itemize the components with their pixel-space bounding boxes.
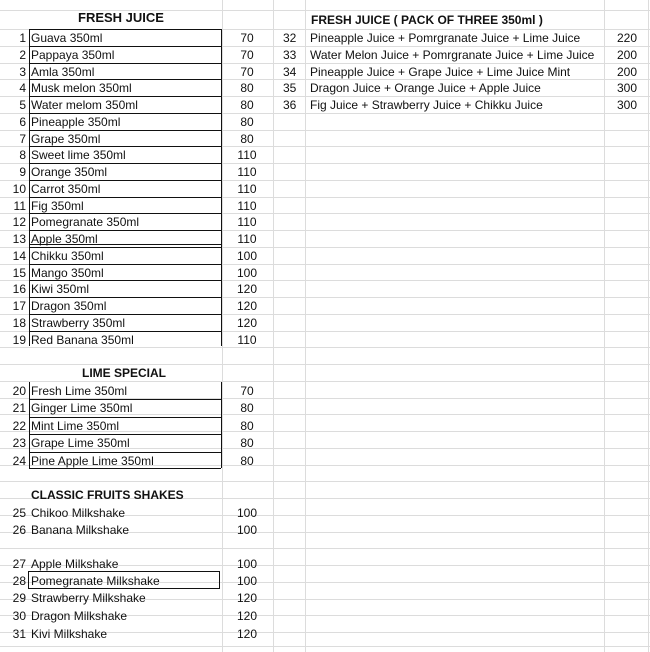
grid-line bbox=[305, 0, 306, 652]
item-number: 27 bbox=[12, 557, 26, 571]
item-name: Ginger Lime 350ml bbox=[31, 401, 133, 416]
item-number: 23 bbox=[12, 436, 26, 451]
item-name: Apple 350ml bbox=[31, 232, 98, 246]
item-name: Apple Milkshake bbox=[31, 557, 119, 571]
item-number: 32 bbox=[283, 31, 297, 45]
item-name: Water Melon Juice + Pomrgranate Juice + Lime Juice bbox=[310, 47, 595, 62]
item-number: 5 bbox=[19, 98, 26, 112]
item-number: 36 bbox=[283, 98, 297, 112]
item-name: Water melom 350ml bbox=[31, 98, 138, 112]
item-number: 14 bbox=[12, 248, 26, 263]
item-number: 9 bbox=[19, 165, 26, 179]
item-number: 19 bbox=[12, 332, 26, 347]
item-number: 30 bbox=[12, 609, 26, 623]
item-name: Grape 350ml bbox=[31, 131, 101, 146]
item-price: 80 bbox=[240, 98, 254, 112]
item-price: 120 bbox=[236, 609, 258, 623]
item-price: 110 bbox=[237, 181, 257, 196]
item-price: 120 bbox=[236, 282, 258, 297]
item-price: 110 bbox=[237, 198, 257, 213]
item-number: 35 bbox=[283, 81, 297, 96]
item-number: 16 bbox=[12, 282, 26, 297]
item-number: 17 bbox=[12, 299, 26, 313]
item-price: 100 bbox=[236, 248, 258, 263]
item-number: 10 bbox=[12, 181, 26, 196]
item-name: Pine Apple Lime 350ml bbox=[31, 453, 154, 468]
item-name: Orange 350ml bbox=[31, 165, 108, 179]
item-price: 100 bbox=[236, 557, 258, 571]
item-name: Kivi Milkshake bbox=[31, 627, 108, 641]
item-number: 34 bbox=[283, 64, 297, 79]
item-name: Chikoo Milkshake bbox=[31, 506, 126, 520]
item-name: Banana Milkshake bbox=[31, 523, 130, 537]
item-name: Carrot 350ml bbox=[31, 181, 101, 196]
item-name: Musk melon 350ml bbox=[31, 81, 132, 96]
item-number: 12 bbox=[12, 215, 26, 230]
item-price: 110 bbox=[237, 148, 257, 163]
item-number: 1 bbox=[19, 31, 26, 45]
item-name: Pomegranate Milkshake bbox=[31, 574, 160, 588]
item-name: Fig 350ml bbox=[31, 198, 84, 213]
item-price: 80 bbox=[240, 418, 254, 433]
box-border bbox=[221, 29, 222, 346]
item-number: 26 bbox=[12, 523, 26, 537]
item-name: Fig Juice + Strawberry Juice + Chikku Juice bbox=[310, 98, 543, 112]
item-name: Fresh Lime 350ml bbox=[31, 384, 128, 398]
item-number: 13 bbox=[12, 232, 26, 246]
box-border bbox=[29, 468, 221, 469]
item-price: 110 bbox=[237, 332, 257, 347]
item-price: 110 bbox=[237, 215, 257, 230]
item-number: 7 bbox=[19, 131, 26, 146]
item-name: Sweet lime 350ml bbox=[31, 148, 126, 163]
item-name: Pineapple Juice + Pomrgranate Juice + Lime Juice bbox=[310, 31, 581, 45]
item-price: 80 bbox=[240, 436, 254, 451]
item-number: 15 bbox=[12, 265, 26, 280]
item-price: 120 bbox=[236, 299, 258, 313]
item-price: 120 bbox=[236, 315, 258, 330]
fresh-juice-title: FRESH JUICE bbox=[78, 10, 164, 25]
box-border bbox=[221, 382, 222, 468]
item-price: 70 bbox=[240, 47, 254, 62]
item-number: 6 bbox=[19, 114, 26, 129]
grid-line bbox=[0, 381, 650, 382]
item-price: 80 bbox=[240, 114, 254, 129]
item-name: Mango 350ml bbox=[31, 265, 104, 280]
item-price: 80 bbox=[240, 81, 254, 96]
item-price: 200 bbox=[617, 64, 638, 79]
item-number: 24 bbox=[12, 453, 26, 468]
item-price: 100 bbox=[236, 265, 258, 280]
item-price: 120 bbox=[236, 627, 258, 641]
box-border bbox=[29, 382, 30, 468]
item-name: Dragon 350ml bbox=[31, 299, 107, 313]
item-price: 70 bbox=[240, 64, 254, 79]
item-number: 11 bbox=[13, 198, 26, 213]
item-number: 25 bbox=[12, 506, 26, 520]
lime-special-title: LIME SPECIAL bbox=[82, 366, 167, 380]
item-name: Pomegranate 350ml bbox=[31, 215, 140, 230]
item-price: 80 bbox=[240, 401, 254, 416]
grid-line bbox=[273, 0, 274, 652]
item-number: 29 bbox=[12, 591, 26, 605]
item-price: 80 bbox=[240, 131, 254, 146]
box-border bbox=[29, 29, 30, 346]
item-number: 2 bbox=[19, 47, 26, 62]
item-number: 21 bbox=[12, 401, 26, 416]
item-name: Pineapple 350ml bbox=[31, 114, 121, 129]
item-price: 220 bbox=[617, 31, 638, 45]
item-price: 70 bbox=[240, 31, 254, 45]
item-number: 3 bbox=[19, 64, 26, 79]
grid-line bbox=[0, 646, 650, 647]
item-name: Dragon Milkshake bbox=[31, 609, 128, 623]
item-name: Kiwi 350ml bbox=[31, 282, 90, 297]
item-name: Guava 350ml bbox=[31, 31, 103, 45]
item-price: 110 bbox=[237, 232, 257, 246]
item-name: Strawberry 350ml bbox=[31, 315, 126, 330]
item-price: 80 bbox=[240, 453, 254, 468]
grid-line bbox=[604, 0, 605, 652]
item-price: 200 bbox=[617, 47, 638, 62]
shakes-title: CLASSIC FRUITS SHAKES bbox=[31, 488, 184, 502]
item-name: Strawberry Milkshake bbox=[31, 591, 146, 605]
item-price: 100 bbox=[236, 506, 258, 520]
highlight-box bbox=[29, 572, 219, 588]
item-name: Grape Lime 350ml bbox=[31, 436, 130, 451]
box-border bbox=[29, 244, 221, 245]
grid-line bbox=[648, 0, 649, 652]
item-name: Mint Lime 350ml bbox=[31, 418, 120, 433]
item-name: Dragon Juice + Orange Juice + Apple Juice bbox=[310, 81, 541, 96]
item-number: 31 bbox=[12, 627, 26, 641]
item-name: Chikku 350ml bbox=[31, 248, 104, 263]
item-name: Pappaya 350ml bbox=[31, 47, 115, 62]
item-price: 120 bbox=[236, 591, 258, 605]
item-number: 4 bbox=[19, 81, 26, 96]
box-border bbox=[29, 29, 221, 30]
pack-of-three-title: FRESH JUICE ( PACK OF THREE 350ml ) bbox=[311, 13, 543, 27]
item-price: 300 bbox=[617, 81, 638, 96]
item-number: 20 bbox=[12, 384, 26, 398]
grid-line bbox=[222, 0, 223, 652]
item-number: 8 bbox=[19, 148, 26, 163]
item-price: 100 bbox=[236, 574, 258, 588]
item-name: Red Banana 350ml bbox=[31, 332, 134, 347]
item-number: 33 bbox=[283, 47, 297, 62]
item-price: 70 bbox=[240, 384, 254, 398]
item-number: 28 bbox=[12, 574, 26, 588]
item-number: 18 bbox=[12, 315, 26, 330]
item-number: 22 bbox=[12, 418, 26, 433]
grid-line bbox=[0, 481, 650, 482]
item-price: 100 bbox=[236, 523, 258, 537]
item-name: Pineapple Juice + Grape Juice + Lime Juice Mint bbox=[310, 64, 571, 79]
item-price: 300 bbox=[617, 98, 638, 112]
grid-line bbox=[0, 548, 650, 549]
item-price: 110 bbox=[237, 165, 257, 179]
item-name: Amla 350ml bbox=[31, 64, 95, 79]
